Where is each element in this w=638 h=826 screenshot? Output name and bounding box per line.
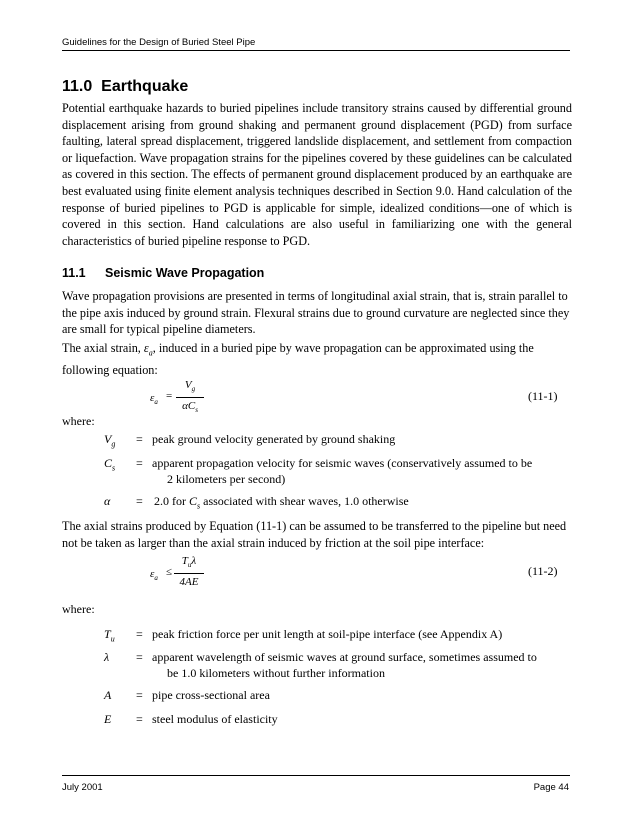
footer-date: July 2001 [62,782,103,793]
eq2-relation: ≤ [166,566,173,578]
definition-symbol: α [104,494,111,508]
eq2-denominator: 4AE [179,576,199,588]
eq1-relation: = [166,390,173,402]
wave-propagation-paragraph: Wave propagation provisions are presented in terms of longitudinal axial strain, that is, strain parallel to the pipe axis induced by ground strain. Flexural strains due to ground curvature are neglected since they are small for typical pipeline diameters. [62,289,570,337]
definition-text: apparent wavelength of seismic waves at ground surface, sometimes assumed to be 1.0 kilometers without further information [152,650,537,680]
definition-text: steel modulus of elasticity [152,712,278,726]
eq2-numerator: $T_u\lambda$ [181,555,197,570]
section-title: Earthquake [101,78,189,95]
axial-strain-paragraph [62,340,572,379]
eq2-fraction-bar [174,573,204,574]
definition-symbol: λ [104,650,110,664]
where-label-2: where: [62,602,95,616]
definition-equals: = [136,456,143,470]
definition-symbol: $C_s$ [104,456,116,473]
footer-rule [62,775,570,776]
definition-text: peak ground velocity generated by ground shaking [152,432,396,446]
axial-strain-symbol: ε [143,341,149,355]
definition-text: apparent propagation velocity for seismic waves (conservatively assumed to be 2 kilometers per second) [152,456,533,486]
definition-symbol: $T_u$ [104,627,115,644]
section-number: 11.0 [62,78,93,95]
running-header: Guidelines for the Design of Buried Steel Pipe [62,37,256,48]
definition-equals: = [136,627,143,641]
axial-strain-symbol-sub: a [148,348,153,358]
definition-symbol: A [104,688,112,702]
section-heading [62,78,188,96]
eq2-lhs: $\varepsilon_a$ [150,568,158,583]
definition-equals: = [136,650,143,664]
definition-text: peak friction force per unit length at soil-pipe interface (see Appendix A) [152,627,503,641]
footer-page-number: Page 44 [533,782,569,793]
intro-paragraph: Potential earthquake hazards to buried pipelines include transitory strains caused by differential ground displacement arising from ground shaking and permanent ground displacement (PGD) from surface faulting, lateral spread displacement, triggered landslide displacement, and settlement from compaction or liquefaction. Wave propagation strains for the pipelines covered by these guidelines can be calculated as covered in this section. The effects of permanent ground displacement produced by an earthquake are best evaluated using finite element analysis techniques described in Section 9.0. Hand calculation of the response of buried pipelines to PGD is applicable for simple, idealized conditions—one of which is covered in this section. Hand calculations are also useful in familiarizing one with the general characteristics of buried pipeline response to PGD. [62,101,572,248]
definition-symbol: E [104,712,112,726]
eq1-numerator: $V_g$ [184,379,196,394]
definition-equals: = [136,432,143,446]
where-label-1: where: [62,414,95,428]
subsection-number: 11.1 [62,266,86,280]
header-rule [62,50,570,51]
eq1-lhs: $\varepsilon_a$ [150,392,158,407]
definition-symbol: $V_g$ [104,432,116,449]
eq1-fraction-bar [176,397,204,398]
definition-text: pipe cross-sectional area [152,688,270,702]
eq1-denominator: $\alpha C_s$ [182,400,198,415]
axial-strain-text-a: The axial strain, [62,341,144,355]
definition-equals: = [136,494,143,508]
friction-limit-paragraph: The axial strains produced by Equation (11-1) can be assumed to be transferred to the pipeline but need not be taken as larger than the axial strain induced by friction at the soil pipe interface: [62,519,567,550]
definition-equals: = [136,712,143,726]
subsection-heading [62,266,264,280]
eq1-label: (11-1) [528,389,558,403]
axial-strain-text-b: , induced in a buried pipe by wave propagation can be approximated using the following equation: [62,341,534,378]
eq2-label: (11-2) [528,564,558,578]
subsection-title: Seismic Wave Propagation [105,266,265,280]
definition-text: 2.0 for $C_s$ associated with shear waves, 1.0 otherwise [154,494,409,511]
definition-equals: = [136,688,143,702]
